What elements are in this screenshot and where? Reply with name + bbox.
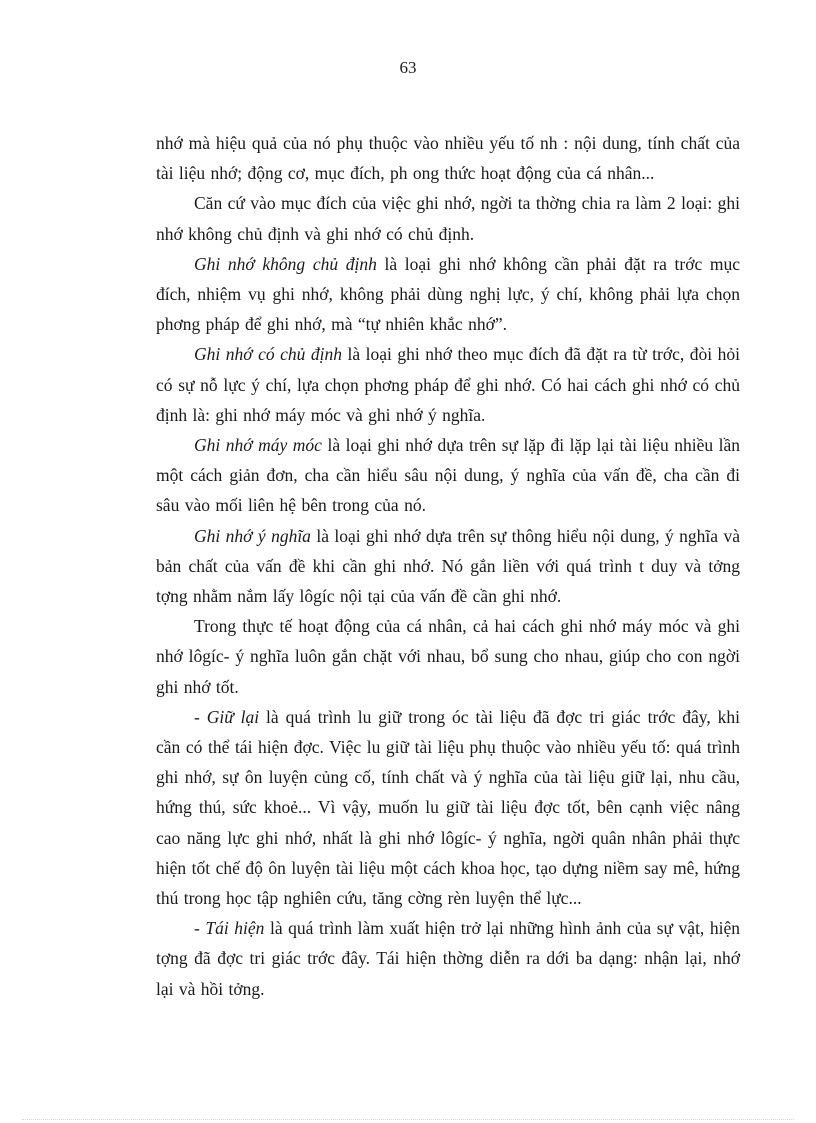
term-emphasis: Giữ lại <box>206 706 260 727</box>
paragraph-8 <box>156 702 740 913</box>
page-number: 63 <box>399 58 417 77</box>
paragraph-3 <box>156 249 740 340</box>
paragraph-text: nhớ mà hiệu quả của nó phụ thuộc vào nhiều yếu tố nh : nội dung, tính chất của tài liệu nhớ; động cơ, mục đích, ph ong thức hoạt động của cá nhân... <box>156 133 740 184</box>
paragraph-7 <box>156 611 740 702</box>
bullet-dash: - <box>194 706 207 727</box>
paragraph-4 <box>156 339 740 430</box>
paragraph-2 <box>156 188 740 248</box>
term-emphasis: Ghi nhớ máy móc <box>194 435 322 456</box>
paragraph-9 <box>156 913 740 1004</box>
paragraph-text: là quá trình làm xuất hiện trở lại những hình ảnh của sự vật, hiện tợng đã đợc tri giác trớc đây. Tái hiện thờng diễn ra dới ba dạng: nhận lại, nhớ lại và hồi tởng. <box>156 918 740 999</box>
paragraph-text: là loại ghi nhớ theo mục đích đã đặt ra từ trớc, đòi hỏi có sự nỗ lực ý chí, lựa chọn phơng pháp để ghi nhớ. Có hai cách ghi nhớ có chủ định là: ghi nhớ máy móc và ghi nhớ ý nghĩa. <box>156 344 740 425</box>
footer-divider <box>22 1119 794 1120</box>
term-emphasis: Ghi nhớ không chủ định <box>194 253 377 274</box>
term-emphasis: Ghi nhớ ý nghĩa <box>194 525 311 546</box>
paragraph-text: Căn cứ vào mục đích của việc ghi nhớ, ngời ta thờng chia ra làm 2 loại: ghi nhớ không chủ định và ghi nhớ có chủ định. <box>156 193 740 244</box>
paragraph-text: là loại ghi nhớ không cần phải đặt ra trớc mục đích, nhiệm vụ ghi nhớ, không phải dùng nghị lực, ý chí, không phải lựa chọn phơng pháp để ghi nhớ, mà “tự nhiên khắc nhớ”. <box>156 253 740 335</box>
paragraph-text: là loại ghi nhớ dựa trên sự lặp đi lặp lại tài liệu nhiều lần một cách giản đơn, cha cần hiểu sâu nội dung, ý nghĩa của vấn đề, cha cần đi sâu vào mối liên hệ bên trong của nó. <box>156 435 740 516</box>
paragraph-5 <box>156 430 740 521</box>
page-body <box>156 128 740 1004</box>
paragraph-text: Trong thực tế hoạt động của cá nhân, cả hai cách ghi nhớ máy móc và ghi nhớ lôgíc- ý nghĩa luôn gắn chặt với nhau, bổ sung cho nhau, giúp cho con ngời ghi nhớ tốt. <box>156 616 740 697</box>
paragraph-text: là loại ghi nhớ dựa trên sự thông hiểu nội dung, ý nghĩa và bản chất của vấn đề khi cần ghi nhớ. Nó gắn liền với quá trình t duy và tởng tợng nhằm nắm lấy lôgíc nội tại của vấn đề cần ghi nhớ. <box>156 525 740 607</box>
term-emphasis: Tái hiện <box>205 918 265 939</box>
paragraph-text: là quá trình lu giữ trong óc tài liệu đã đợc tri giác trớc đây, khi cần có thể tái hiện đợc. Việc lu giữ tài liệu phụ thuộc vào nhiều yếu tố: quá trình ghi nhớ, sự ôn luyện củng cố, tính chất và ý nghĩa của tài liệu giữ lại, nhu cầu, hứng thú, sức khoẻ... Vì vậy, muốn lu giữ tài liệu đợc tốt, bên cạnh việc nâng cao năng lực ghi nhớ, nhất là ghi nhớ lôgíc- ý nghĩa, ngời quân nhân phải thực hiện tốt chế độ ôn luyện tài liệu một cách khoa học, tạo dựng niềm say mê, hứng thú trong học tập nghiên cứu, tăng cờng rèn luyện thể lực... <box>156 706 740 909</box>
paragraph-6 <box>156 521 740 612</box>
term-emphasis: Ghi nhớ có chủ định <box>194 344 342 365</box>
paragraph-1 <box>156 128 740 188</box>
bullet-dash: - <box>194 918 206 939</box>
